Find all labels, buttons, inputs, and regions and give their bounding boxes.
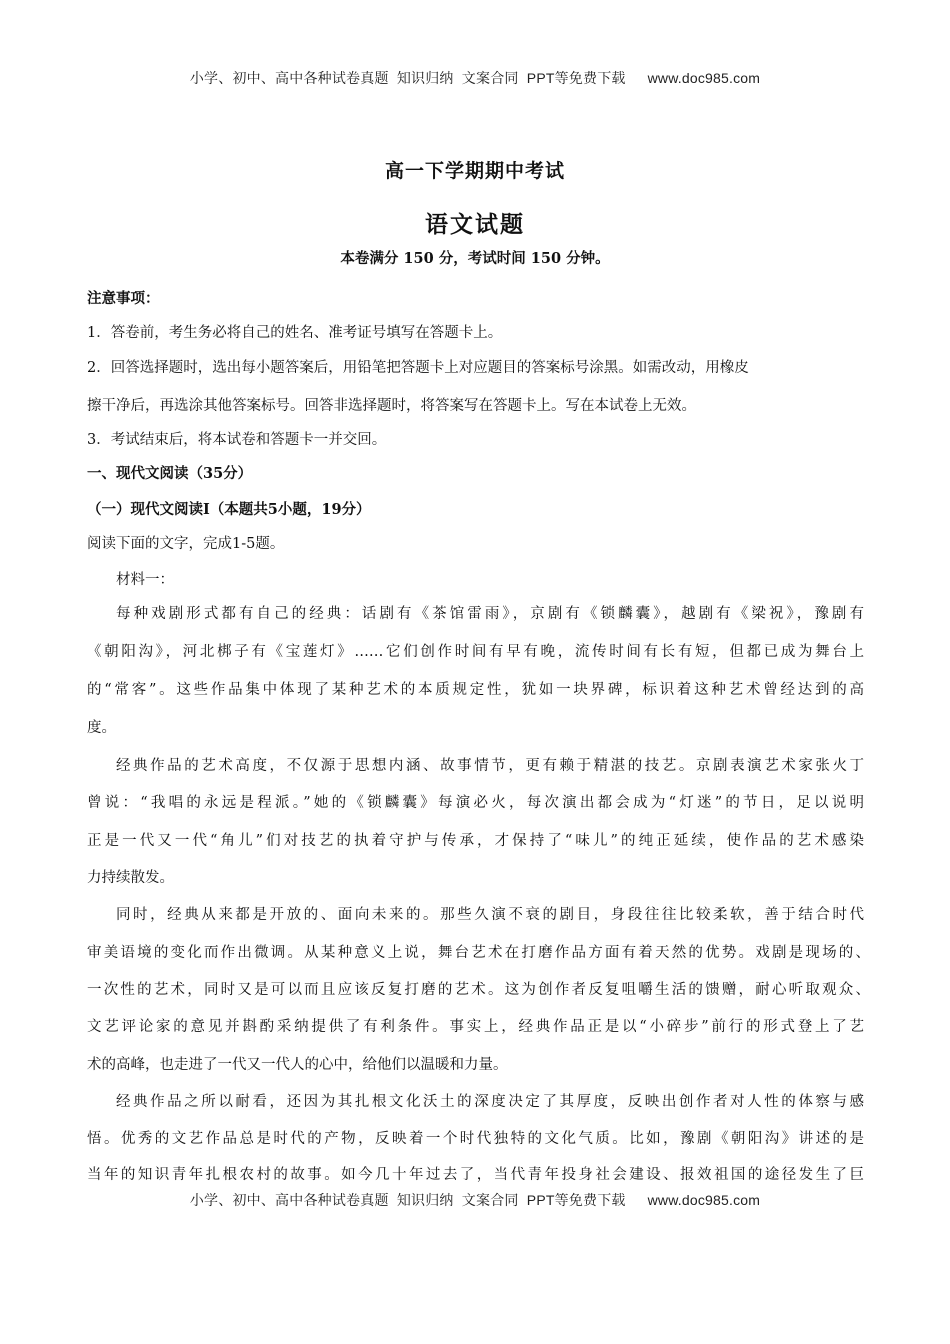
paragraph-line: 文艺评论家的意见并斟酌采纳提供了有利条件。事实上，经典作品正是以“小碎步”前行的形式登上了艺 xyxy=(87,1019,864,1035)
paragraph-line: 经典作品之所以耐看，还因为其扎根文化沃土的深度决定了其厚度，反映出创作者对人性的体察与感 xyxy=(116,1094,864,1110)
paragraph-line: 审美语境的变化而作出微调。从某种意义上说，舞台艺术在打磨作品方面有着天然的优势。戏剧是现场的、 xyxy=(87,945,870,961)
paragraph-line: 术的高峰，也走进了一代又一代人的心中，给他们以温暖和力量。 xyxy=(87,1057,508,1073)
paragraph-line: 经典作品的艺术高度，不仅源于思想内涵、故事情节，更有赖于精湛的技艺。京剧表演艺术家张火丁 xyxy=(116,758,864,774)
notice-item: 1．答卷前，考生务必将自己的姓名、准考证号填写在答题卡上。 xyxy=(87,325,503,341)
footer-banner xyxy=(0,1190,950,1210)
paragraph-line: 每种戏剧形式都有自己的经典：话剧有《茶馆雷雨》，京剧有《锁麟囊》，越剧有《梁祝》，豫剧有 xyxy=(116,606,864,622)
notice-item: 擦干净后，再选涂其他答案标号。回答非选择题时，将答案写在答题卡上。写在本试卷上无效。 xyxy=(87,398,696,414)
notice-heading: 注意事项： xyxy=(87,290,160,307)
paragraph-line: 正是一代又一代“角儿”们对技艺的执着守护与传承，才保持了“味儿”的纯正延续，使作品的艺术感染 xyxy=(87,833,864,849)
paragraph-line: 一次性的艺术，同时又是可以而且应该反复打磨的艺术。这为创作者反复咀嚼生活的馈赠，耐心听取观众、 xyxy=(87,982,870,998)
section-subheading: （一）现代文阅读Ⅰ（本题共5小题，19分） xyxy=(87,501,371,518)
notice-item: 3．考试结束后，将本试卷和答题卡一并交回。 xyxy=(87,432,387,448)
paragraph-line: 力持续散发。 xyxy=(87,870,174,886)
paragraph-line: 当年的知识青年扎根农村的故事。如今几十年过去了，当代青年投身社会建设、报效祖国的途径发生了巨 xyxy=(87,1167,864,1183)
material-label: 材料一： xyxy=(116,572,174,588)
paragraph-line: 度。 xyxy=(87,720,116,736)
reading-instruction: 阅读下面的文字，完成1-5题。 xyxy=(87,536,285,552)
paragraph-line: 曾说：“我唱的永远是程派。”她的《锁麟囊》每演必火，每次演出都会成为“灯迷”的节日，足以说明 xyxy=(87,795,864,811)
exam-subject-title: 语文试题 xyxy=(425,211,525,238)
banner-text: 小学、初中、高中各种试卷真题 知识归纳 文案合同 PPT等免费下载 xyxy=(189,70,626,86)
paragraph-line: 悟。优秀的文艺作品总是时代的产物，反映着一个时代独特的文化气质。比如，豫剧《朝阳沟》讲述的是 xyxy=(87,1131,864,1147)
score-info: 本卷满分 150 分，考试时间 150 分钟。 xyxy=(340,250,610,267)
section-heading: 一、现代文阅读（35分） xyxy=(87,465,253,482)
paragraph-line: 的“常客”。这些作品集中体现了某种艺术的本质规定性，犹如一块界碑，标识着这种艺术曾经达到的高 xyxy=(87,682,864,698)
paragraph-line: 同时，经典从来都是开放的、面向未来的。那些久演不衰的剧目，身段往往比较柔软，善于结合时代 xyxy=(116,907,864,923)
header-banner xyxy=(0,68,950,88)
banner-url-link[interactable]: www.doc985.com xyxy=(647,70,761,86)
notice-item: 2．回答选择题时，选出每小题答案后，用铅笔把答题卡上对应题目的答案标号涂黑。如需改动，用橡皮 xyxy=(87,360,749,376)
banner-text: 小学、初中、高中各种试卷真题 知识归纳 文案合同 PPT等免费下载 xyxy=(189,1192,626,1208)
exam-title: 高一下学期期中考试 xyxy=(384,160,565,182)
paragraph-line: 《朝阳沟》，河北梆子有《宝莲灯》……它们创作时间有早有晚，流传时间有长有短，但都已成为舞台上 xyxy=(87,644,864,660)
banner-url-link[interactable]: www.doc985.com xyxy=(647,1192,761,1208)
